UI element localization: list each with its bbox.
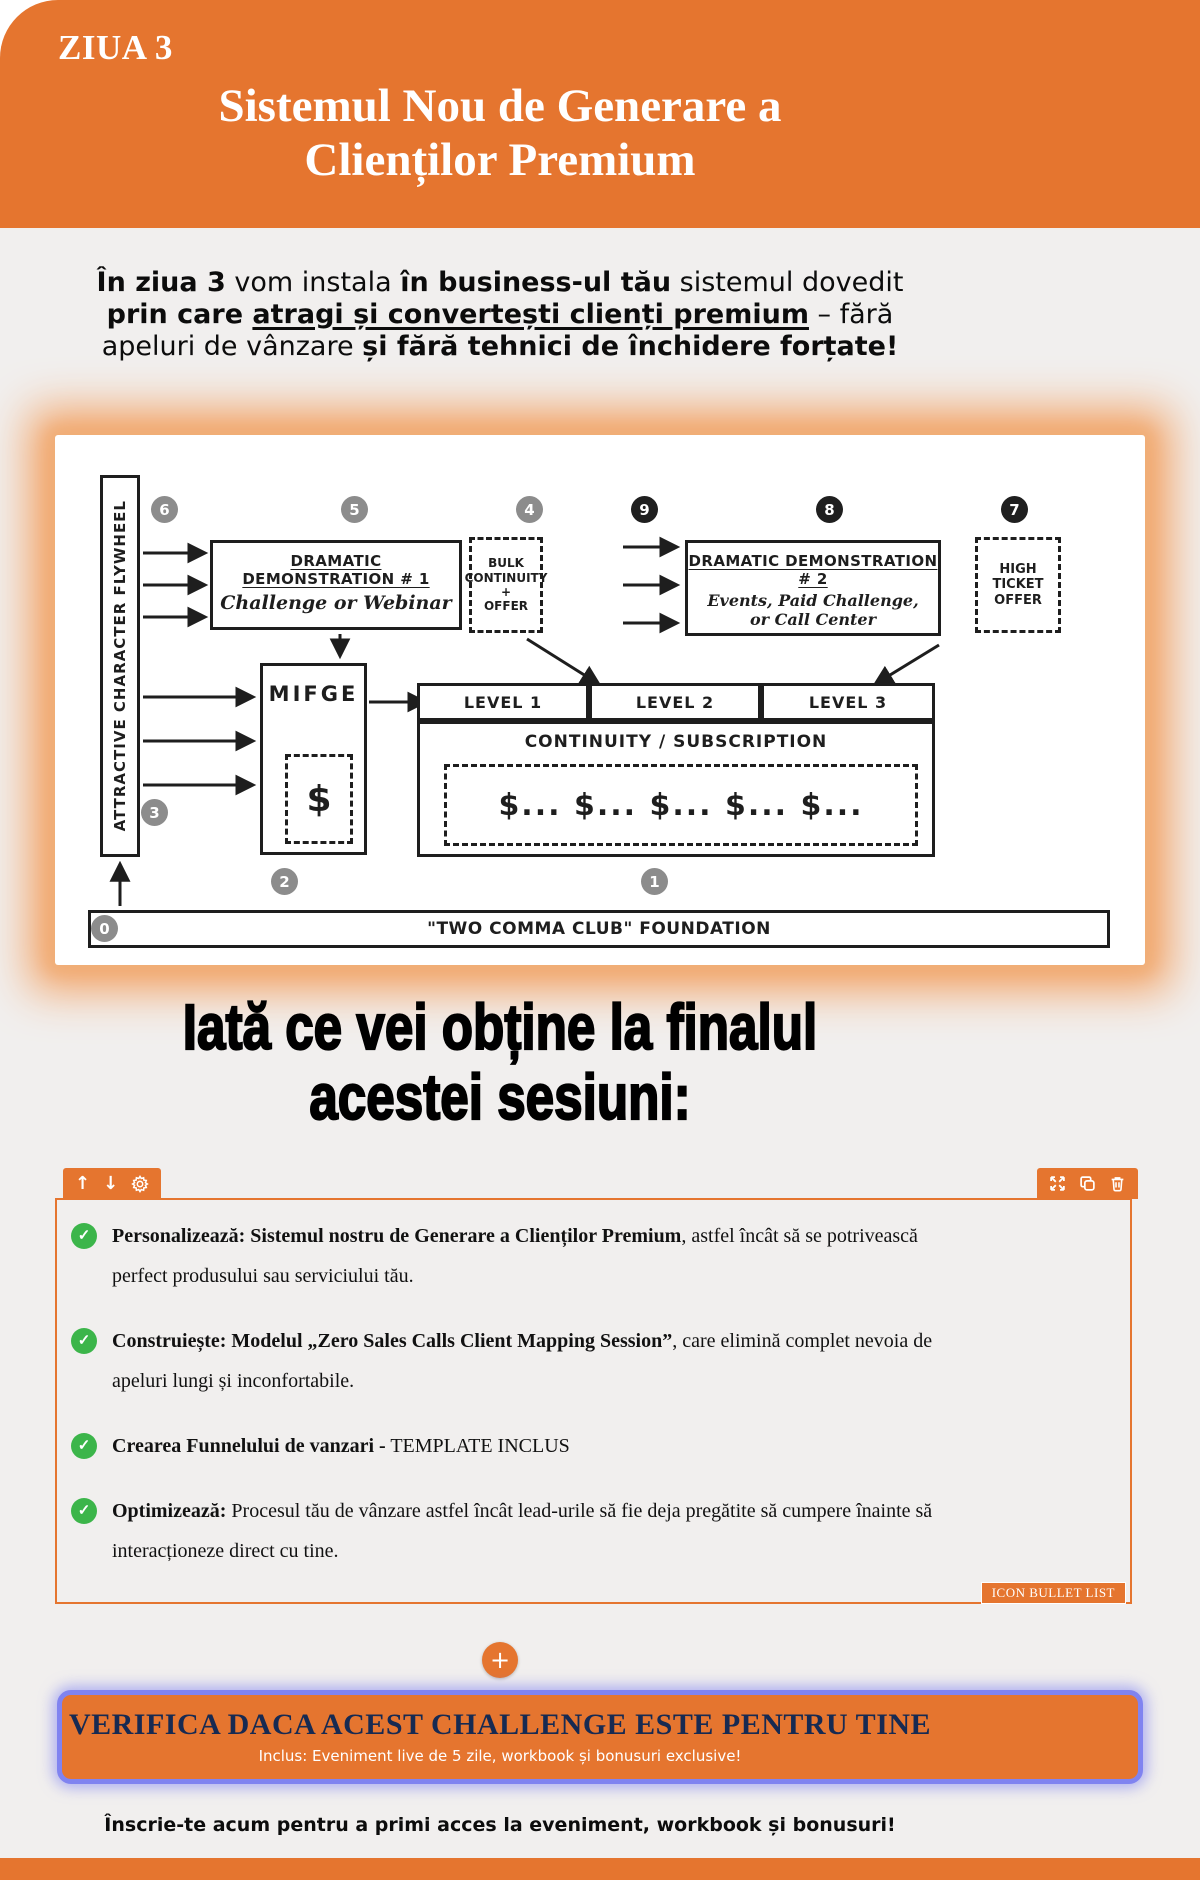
intro-segment: prin care [106,298,253,330]
step-badge-1: 1 [641,868,668,895]
mifge-label: MIFGE [268,682,359,706]
bulk-continuity-offer-box [464,537,548,633]
list-item-text [112,1216,956,1296]
intro-paragraph [0,267,1000,363]
check-icon: ✓ [71,1328,97,1354]
step-badge-9: 9 [631,496,658,523]
gear-icon [131,1175,149,1193]
mifge-box [260,663,367,855]
continuity-title: CONTINUITY / SUBSCRIPTION [524,732,828,752]
foundation-label: "TWO COMMA CLUB" FOUNDATION [427,919,771,939]
page-title-line2: Clienților Premium [304,133,696,186]
flywheel-label: ATTRACTIVE CHARACTER FLYWHEEL [111,500,129,832]
cta-button-label: VERIFICA DACA ACEST CHALLENGE ESTE PENTRU TINE [68,1708,932,1741]
bulk-line: BULK [488,556,524,571]
element-type-badge: ICON BULLET LIST [981,1582,1126,1604]
step-badge-8: 8 [816,496,843,523]
step-badge-4: 4 [516,496,543,523]
dramatic-demo-1-box [210,540,462,630]
move-down-button[interactable]: ↓ [103,1172,119,1194]
day-label: ZIUA 3 [58,28,173,67]
intro-segment: – fără [808,298,894,330]
bottom-accent-bar [0,1858,1200,1880]
check-icon: ✓ [71,1433,97,1459]
mifge-dollar-box: $ [285,754,353,844]
step-badge-7: 7 [1001,496,1028,523]
editor-toolbar-left [63,1168,161,1199]
intro-segment: în business-ul tău [400,267,672,298]
intro-segment: vom instala [225,267,401,298]
session-heading-line1: Iată ce vei obține la finalul [182,991,818,1063]
list-item-text [112,1426,570,1466]
high-ticket-line: TICKET [992,577,1044,593]
dramatic-demo-1-title: DRAMATIC DEMONSTRATION # 1 [242,552,430,588]
dramatic-demo-2-box [685,540,941,636]
list-item-bold: Crearea Funnelului de vanzari - [112,1435,386,1457]
expand-icon [1049,1175,1066,1192]
dramatic-demo-2-title: DRAMATIC DEMONSTRATION # 2 [688,552,938,588]
dramatic-demo-2-subtitle: Events, Paid Challenge, [707,591,919,610]
settings-button[interactable] [131,1175,149,1193]
step-badge-5: 5 [341,496,368,523]
list-item[interactable] [71,1491,956,1571]
step-badge-2: 2 [271,868,298,895]
intro-segment: și fără tehnici de închidere forțate! [362,330,899,362]
dramatic-demo-2-subtitle: or Call Center [749,610,877,629]
intro-segment: În ziua 3 [96,267,226,298]
copy-icon [1079,1175,1096,1192]
step-badge-3: 3 [141,799,168,826]
list-item[interactable] [71,1426,956,1466]
cta-button[interactable] [57,1690,1143,1784]
list-item-rest: Procesul tău de vânzare astfel încât lead-urile să fie deja pregătite să cumpere înainte să interacționeze direct cu tine. [112,1500,933,1562]
list-item-bold: Construiește: Modelul „Zero Sales Calls Client Mapping Session” [112,1330,673,1352]
icon-bullet-list-element[interactable] [55,1198,1132,1604]
move-up-button[interactable]: ↑ [75,1172,91,1194]
add-element-button[interactable]: + [482,1642,518,1678]
list-item-text [112,1491,956,1571]
foundation-bar [88,910,1110,948]
cta-button-subtext: Inclus: Eveniment live de 5 zile, workbook și bonusuri exclusive! [258,1747,742,1765]
duplicate-button[interactable] [1079,1175,1096,1192]
list-item[interactable] [71,1216,956,1296]
list-item-rest: , astfel încât să se potrivească perfect produsului sau serviciului tău. [112,1225,918,1287]
bulk-line: OFFER [483,599,529,614]
intro-segment-underlined: atragi și convertești clienți premium [252,298,809,330]
intro-segment: apeluri de vânzare [101,330,363,362]
page-title-line1: Sistemul Nou de Generare a [218,80,782,132]
list-item-rest: , care elimină complet nevoia de apeluri lungi și inconfortabile. [112,1330,933,1392]
level-1-cell: LEVEL 1 [417,683,589,721]
list-item-bold: Optimizează: [112,1500,227,1522]
level-3-cell: LEVEL 3 [761,683,935,721]
expand-button[interactable] [1049,1175,1066,1192]
step-badge-6: 6 [151,496,178,523]
dramatic-demo-1-subtitle: Challenge or Webinar [220,592,452,614]
hero-header [0,0,1200,228]
list-item-rest: TEMPLATE INCLUS [385,1435,570,1457]
bulk-line: + [500,585,512,599]
page-title [0,80,1000,187]
high-ticket-line: OFFER [994,592,1042,608]
continuity-dollars-box: $... $... $... $... $... [444,764,918,846]
high-ticket-offer-box [975,537,1061,633]
session-heading [100,992,900,1133]
trash-icon [1109,1175,1126,1192]
bulk-line: CONTINUITY [464,570,548,585]
check-icon: ✓ [71,1498,97,1524]
step-badge-0: 0 [91,915,118,942]
list-item-bold: Personalizează: Sistemul nostru de Generare a Clienților Premium [112,1225,682,1247]
editor-toolbar-right [1037,1168,1138,1199]
level-2-cell: LEVEL 2 [589,683,761,721]
list-item-text [112,1321,956,1401]
intro-segment: sistemul dovedit [671,267,904,298]
icon-bullet-list [57,1200,1130,1571]
funnel-diagram-panel [55,435,1145,965]
delete-button[interactable] [1109,1175,1126,1192]
check-icon: ✓ [71,1223,97,1249]
flywheel-box [100,475,140,857]
footer-note: Înscrie-te acum pentru a primi acces la eveniment, workbook și bonusuri! [104,1814,896,1836]
continuity-box [417,721,935,857]
high-ticket-line: HIGH [999,561,1037,577]
list-item[interactable] [71,1321,956,1401]
session-heading-line2: acestei sesiuni: [309,1061,691,1134]
